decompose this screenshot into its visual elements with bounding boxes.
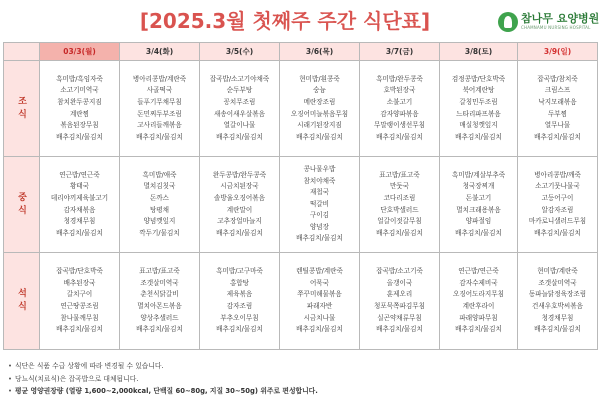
dish-item: 재첩국 [309, 188, 330, 197]
dish-list [441, 74, 516, 144]
dish-item: 오징어미늘볶음무침 [290, 109, 349, 118]
dish-list [519, 170, 596, 240]
dish-item: 크림스프 [544, 86, 571, 95]
menu-cell [40, 157, 120, 253]
dish-item: 배추김치/물김치 [455, 228, 502, 237]
weekly-menu-table [3, 42, 598, 350]
dish-item: 병아리콩밥/깨죽 [534, 170, 581, 179]
dish-item: 참나물깨무침 [60, 313, 99, 322]
dish-item: 코다리조림 [383, 193, 416, 202]
dish-list [281, 164, 358, 245]
footnote: • 식단은 식품 수급 상황에 따라 변경될 수 있습니다. [8, 362, 164, 370]
dish-item: 배추김치/물김치 [455, 132, 502, 141]
dish-item: 청국장찌개 [462, 182, 495, 191]
dish-list [361, 266, 438, 336]
dish-item: 잡곡밥/단호박죽 [56, 267, 103, 276]
dish-item: 현미밥/계란죽 [537, 267, 578, 276]
day-header-row [4, 43, 598, 61]
dish-item: 멸치크래용볶음 [456, 205, 501, 214]
dish-item: 순두부탕 [226, 86, 253, 95]
dish-item: 마카로니샐러드무침 [528, 217, 587, 226]
menu-cell [280, 61, 360, 157]
dish-item: 조갯살미역국 [140, 278, 179, 287]
dish-item: 실곤약채류무침 [377, 313, 422, 322]
dish-item: 올갱이국 [386, 278, 413, 287]
menu-cell [280, 157, 360, 253]
dish-item: 훈제오리 [386, 290, 413, 299]
dish-list [201, 170, 278, 240]
dish-list [121, 266, 198, 336]
dish-item: 단호박샐러드 [380, 205, 419, 214]
dish-item: 배추김치/물김치 [296, 325, 343, 334]
dish-item: 돈불고기 [465, 193, 492, 202]
dish-item: 흑미밥/애죽 [142, 170, 177, 179]
dish-item: 낙지모래볶음 [538, 97, 577, 106]
dish-item: 참치완두콩지짐 [57, 97, 102, 106]
dish-item: 무말랭이생선무침 [374, 121, 425, 130]
dish-item: 배추김치/물김치 [534, 325, 581, 334]
dish-item: 배추김치/물김치 [376, 325, 423, 334]
dish-item: 쭈꾸미해물볶음 [297, 290, 342, 299]
dish-item: 렌틸콩밥/계란죽 [296, 267, 343, 276]
hospital-logo [498, 10, 598, 36]
dish-item: 열갈이나물 [223, 121, 256, 130]
dish-item: 두부찜 [547, 109, 568, 118]
dish-list [41, 170, 118, 240]
menu-cell [360, 157, 440, 253]
dish-item: 배추김치/물김치 [136, 132, 183, 141]
menu-cell [280, 253, 360, 350]
dish-list [201, 266, 278, 336]
dish-item: 양파절임 [465, 217, 492, 226]
dish-item: 감자수제비국 [459, 278, 498, 287]
dish-item: 계란찜 [69, 109, 90, 118]
dish-item: 계란후라이 [462, 302, 495, 310]
dish-item: 들푸기무채무침 [137, 97, 182, 106]
dish-list [201, 74, 278, 144]
dish-item: 감자양파볶음 [380, 109, 419, 118]
dish-item: 계란말이 [226, 205, 253, 214]
footnote-text: (열량 1,600~2,000kcal, 단백질 60~80g, 지질 30~50g) 위주로 편성합니다. [63, 387, 318, 396]
dish-item: 제육볶음 [226, 290, 253, 299]
footnote: • 당뇨식(치료식)은 잡곡밥으로 대체됩니다. [8, 374, 139, 383]
dish-item: 시래기된장지짐 [297, 121, 342, 130]
dish-item: 북어계란탕 [462, 86, 495, 95]
dish-list [519, 266, 596, 336]
dish-item: 돈민찌두부조림 [137, 109, 182, 118]
meal-row [4, 61, 598, 157]
dish-item: 현미밥/흰콩죽 [299, 74, 340, 83]
menu-cell [40, 61, 120, 157]
footnote-text: 식단은 식품 수급 상황에 따라 변경될 수 있습니다. [15, 362, 164, 370]
footnote: • 평균 영양권장량 (열량 1,600~2,000kcal, 단백질 60~80g, 지질 30~50g) 위주로 편성합니다. [8, 387, 318, 396]
dish-list [41, 74, 118, 144]
dish-item: 사골떡국 [146, 86, 173, 95]
dish-item: 파래양파무침 [459, 313, 498, 322]
dish-item: 배추김치/물김치 [216, 132, 263, 141]
dish-item: 배추김치/물김치 [296, 234, 343, 243]
dish-item: 구이김 [309, 211, 330, 220]
menu-cell [440, 253, 518, 350]
dish-item: 감자조림 [226, 302, 253, 310]
dish-item: 배추김치/물김치 [56, 132, 103, 141]
menu-cell [518, 61, 598, 157]
meal-label: 중식 [4, 157, 40, 253]
dish-item: 배추김치/물김치 [216, 325, 263, 334]
dish-item: 얼갈이젓갈무침 [377, 217, 422, 226]
dish-item: 흑미밥/계살부추죽 [451, 170, 506, 179]
menu-cell [518, 157, 598, 253]
dish-item: 배추된장국 [63, 278, 96, 287]
dish-item: 홍합탕 [229, 278, 250, 287]
meal-row [4, 253, 598, 350]
dish-item: 청포묵쪽파김무침 [374, 302, 425, 310]
dish-item: 갈칭민두조림 [459, 97, 498, 106]
menu-cell [360, 253, 440, 350]
dish-list [281, 74, 358, 144]
dish-item: 데리야끼제육불고기 [50, 193, 109, 202]
footnotes [8, 360, 592, 398]
dish-item: 시금치나물 [303, 313, 336, 322]
dish-item: 잡곡밥/소고기죽 [376, 267, 423, 276]
dish-item: 황태국 [69, 182, 90, 191]
dish-item: 갈치구이 [66, 290, 93, 299]
dish-item: 표고밥/표고죽 [139, 267, 180, 276]
dish-item: 표고밥/표고죽 [379, 170, 420, 179]
dish-list [519, 74, 596, 144]
corner-cell [4, 43, 40, 61]
dish-item: 흑미밥/완두콩죽 [376, 74, 423, 83]
dish-item: 소고기미역국 [60, 86, 99, 95]
menu-cell [440, 61, 518, 157]
dish-item: 춘천식닭갈비 [140, 290, 179, 299]
menu-cell [200, 157, 280, 253]
dish-item: 솔방울오징어볶음 [214, 193, 265, 202]
dish-item: 배추김치/물김치 [216, 228, 263, 237]
menu-cell [518, 253, 598, 350]
page-title: [2025.3월 첫째주 주간 식단표] [139, 9, 431, 33]
dish-item: 청경채무침 [541, 313, 574, 322]
menu-cell [120, 157, 200, 253]
dish-item: 연근밥/연근죽 [59, 170, 100, 179]
dish-item: 떡갈비 [309, 199, 330, 208]
dish-item: 소고기뭇나물국 [535, 182, 580, 191]
dish-item: 메란장조림 [303, 97, 336, 106]
day-header: 3/9(일) [518, 43, 598, 61]
dish-item: 양상추샐러드 [140, 313, 179, 322]
dish-item: 병아리콩밥/계란죽 [132, 74, 187, 83]
dish-item: 배추김치/물김치 [136, 325, 183, 334]
menu-cell [360, 61, 440, 157]
dish-item: 고추장얼마늘지 [217, 217, 262, 226]
meal-label: 석식 [4, 253, 40, 350]
dish-item: 조갯살미역국 [538, 278, 577, 287]
dish-item: 돈까스 [149, 193, 170, 202]
dish-item: 잡곡밥/소고기야채죽 [209, 74, 270, 83]
meal-label: 조식 [4, 61, 40, 157]
logo-name: 참나무 요양병원 [521, 12, 600, 25]
dish-item: 호박된장국 [383, 86, 416, 95]
day-header: 3/5(수) [200, 43, 280, 61]
dish-list [121, 170, 198, 240]
dish-item: 깍두기/물김치 [139, 228, 180, 237]
dish-item: 연근땅콩조림 [60, 302, 99, 310]
dish-item: 알감자조림 [541, 205, 574, 214]
dish-list [441, 170, 516, 240]
menu-cell [440, 157, 518, 253]
dish-item: 고등어구이 [541, 193, 574, 202]
day-header: 3/7(금) [360, 43, 440, 61]
dish-item: 만둣국 [389, 182, 410, 191]
footnote-prefix: 평균 영양권장량 [15, 387, 64, 396]
dish-item: 매실청깻잎지 [459, 121, 498, 130]
dish-item: 멸치김칫국 [143, 182, 176, 191]
dish-item: 흑미밥/고구마죽 [216, 267, 263, 276]
dish-item: 부추오이무침 [220, 313, 259, 322]
dish-item: 고사리들깨볶음 [137, 121, 182, 130]
menu-cell [120, 61, 200, 157]
dish-item: 멸치아몬드볶음 [137, 302, 182, 310]
dish-list [281, 266, 358, 336]
dish-item: 동파늘닭정육장조림 [528, 290, 587, 299]
dish-item: 참치야채죽 [303, 176, 336, 185]
footnote-text: 당뇨식(치료식)은 잡곡밥으로 대체됩니다. [15, 374, 139, 383]
dish-item: 숭늉 [313, 86, 326, 95]
dish-item: 어묵국 [309, 278, 330, 287]
meal-row [4, 157, 598, 253]
dish-list [361, 74, 438, 144]
oak-leaf-icon [498, 12, 518, 32]
menu-cell [120, 253, 200, 350]
dish-item: 잡곡밥/참치죽 [537, 74, 578, 83]
dish-item: 흑미밥/흑임자죽 [56, 74, 103, 83]
dish-item: 건새우호박씨볶음 [532, 302, 583, 310]
dish-item: 양념깻잎지 [143, 217, 176, 226]
dish-item: 느타리파프볶음 [456, 109, 501, 118]
dish-list [441, 266, 516, 336]
dish-item: 양념장 [309, 222, 330, 231]
page-header [0, 0, 600, 42]
day-header: 03/3(월) [40, 43, 120, 61]
dish-item: 청경채무침 [63, 217, 96, 226]
menu-cell [200, 253, 280, 350]
dish-item: 배추김치/물김치 [534, 132, 581, 141]
day-header: 3/4(화) [120, 43, 200, 61]
dish-item: 새송이새우살볶음 [214, 109, 265, 118]
day-header: 3/6(목) [280, 43, 360, 61]
dish-item: 배추김치/물김치 [376, 132, 423, 141]
dish-item: 오징어도라지무침 [453, 290, 504, 299]
dish-item: 배추김치/물김치 [296, 132, 343, 141]
dish-item: 소불고기 [386, 97, 413, 106]
dish-item: 배추김치/물김치 [455, 325, 502, 334]
dish-list [121, 74, 198, 144]
dish-item: 연근밥/연근죽 [458, 267, 499, 276]
day-header: 3/8(토) [440, 43, 518, 61]
dish-item: 파래자반 [306, 302, 333, 310]
dish-item: 완두콩밥/완두콩죽 [212, 170, 267, 179]
dish-item: 콩나물우밥 [303, 164, 336, 173]
dish-item: 시금치된장국 [220, 182, 259, 191]
dish-list [41, 266, 118, 336]
logo-subtitle: CHAMNAMU NURSING HOSPITAL [521, 25, 591, 30]
dish-list [361, 170, 438, 240]
dish-item: 검정콩밥/단호박죽 [451, 74, 506, 83]
dish-item: 열무나물 [544, 121, 571, 130]
dish-item: 탕평채 [149, 205, 170, 214]
menu-cell [200, 61, 280, 157]
dish-item: 배추김치/물김치 [56, 228, 103, 237]
dish-item: 배추김치/물김치 [56, 325, 103, 334]
dish-item: 감자채볶음 [63, 205, 96, 214]
dish-item: 배추김치/물김치 [534, 228, 581, 237]
dish-item: 배추김치/물김치 [376, 228, 423, 237]
dish-item: 볶음된장무침 [60, 121, 99, 130]
menu-cell [40, 253, 120, 350]
dish-item: 꽁치무조림 [223, 97, 256, 106]
